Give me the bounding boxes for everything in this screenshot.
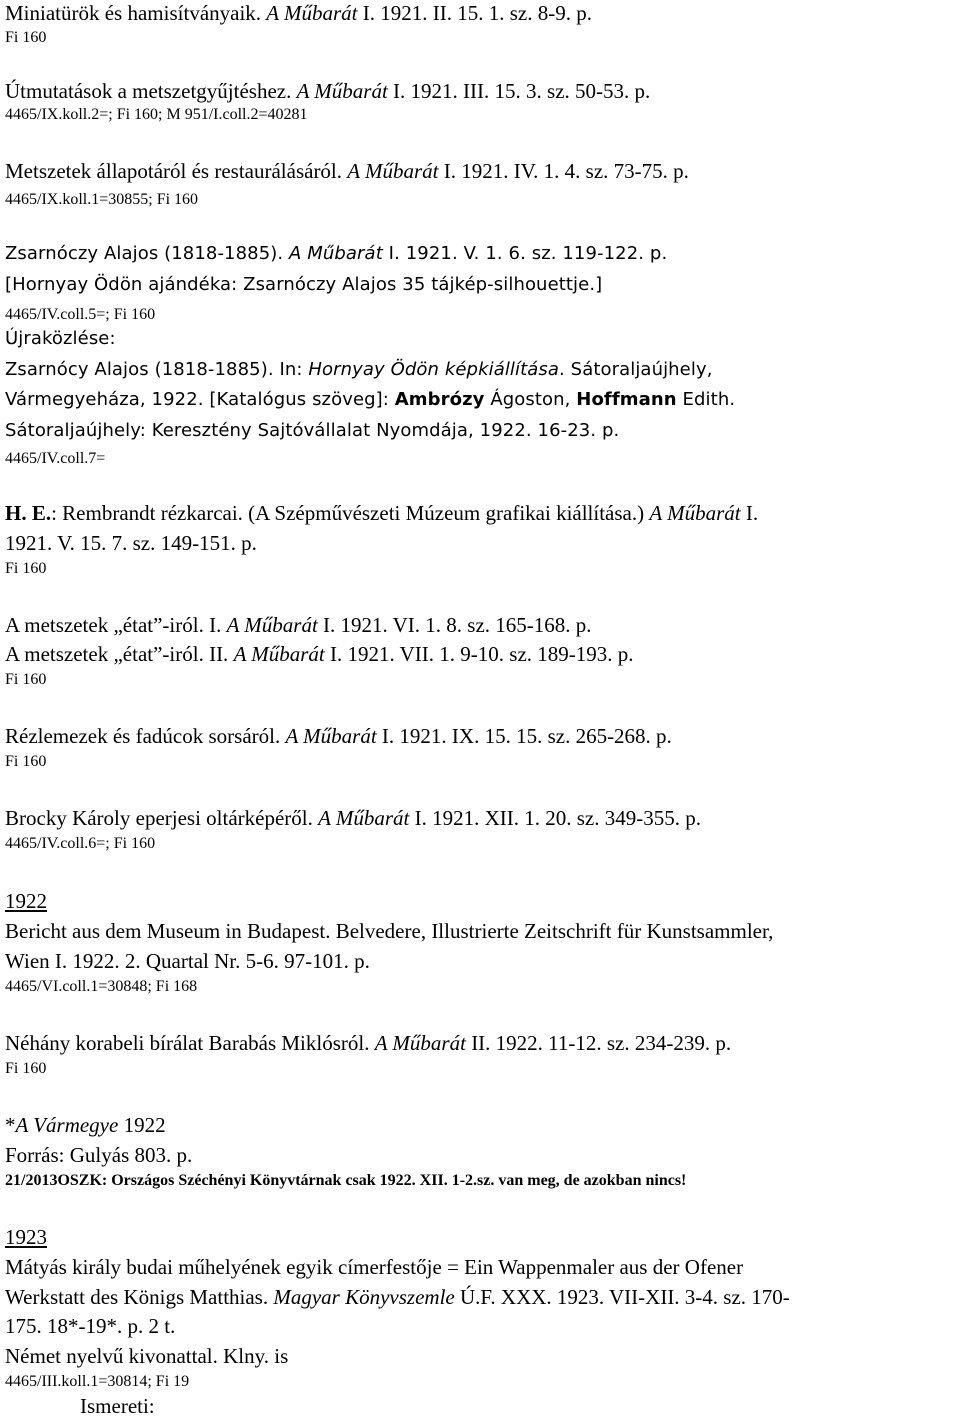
text-line — [5, 1284, 790, 1310]
text-line — [5, 78, 650, 104]
text-segment: : Rembrandt rézkarcai. (A Szépművészeti Múzeum grafikai kiállítása.) — [51, 501, 650, 525]
text-segment: . Sátoraljaújhely, — [559, 359, 713, 380]
text-segment: I. 1921. V. 1. 6. sz. 119-122. p. — [382, 243, 668, 264]
text-line — [5, 888, 47, 914]
text-segment: Wien I. 1922. 2. Quartal Nr. 5-6. 97-101. p. — [5, 949, 370, 973]
text-segment: I. — [740, 501, 759, 525]
text-segment: Ismereti: — [80, 1394, 155, 1418]
text-segment: Hornyay Ödön képkiállítása — [308, 359, 560, 380]
text-segment: A Műbarát — [296, 79, 388, 103]
text-segment: A metszetek „état”-iról. I. — [5, 613, 227, 637]
text-line — [5, 1059, 46, 1079]
text-segment: 4465/III.koll.1=30814; Fi 19 — [5, 1373, 190, 1390]
text-line — [5, 1224, 47, 1250]
text-segment: II. 1922. 11-12. sz. 234-239. p. — [465, 1031, 732, 1055]
text-line — [5, 670, 46, 690]
text-line — [5, 357, 713, 383]
text-segment: 4465/IX.koll.1=30855; Fi 160 — [5, 191, 199, 208]
text-segment: A Műbarát — [318, 806, 410, 830]
text-segment: Miniatürök és hamisítványaik. — [5, 1, 267, 25]
text-line — [5, 0, 592, 26]
text-line — [5, 918, 773, 944]
text-segment: A Műbarát — [347, 159, 439, 183]
text-line — [5, 752, 46, 772]
text-segment: Ágoston, — [484, 389, 577, 410]
text-segment: A Vármegye — [15, 1113, 119, 1137]
text-segment: A Műbarát — [226, 613, 318, 637]
text-line — [5, 305, 155, 325]
text-segment: 1921. V. 15. 7. sz. 149-151. p. — [5, 531, 257, 555]
text-line — [5, 530, 257, 556]
text-line — [5, 805, 701, 831]
text-line — [5, 272, 602, 298]
text-segment: H. E. — [5, 501, 52, 525]
text-segment: Brocky Károly eperjesi oltárképéről. — [5, 806, 319, 830]
text-segment: Fi 160 — [5, 671, 47, 688]
text-segment: [Hornyay Ödön ajándéka: Zsarnóczy Alajos 35 tájkép-silhouettje.] — [5, 274, 603, 295]
text-segment: Német nyelvű kivonattal. Klny. is — [5, 1344, 289, 1368]
text-segment: Mátyás király budai műhelyének egyik címerfestője = Ein Wappenmaler aus der Ofener — [5, 1255, 744, 1279]
text-segment: I. 1921. VI. 1. 8. sz. 165-168. p. — [317, 613, 592, 637]
text-segment: I. 1921. IX. 15. 15. sz. 265-268. p. — [376, 724, 672, 748]
text-line — [5, 1030, 731, 1056]
text-segment: Újraközlése: — [5, 328, 116, 349]
text-segment: 1923 — [5, 1225, 47, 1249]
text-segment: Ú.F. XXX. 1923. VII-XII. 3-4. sz. 170- — [454, 1285, 790, 1309]
text-segment: Fi 160 — [5, 29, 47, 46]
text-line — [5, 612, 592, 638]
text-line — [5, 241, 667, 267]
text-line — [5, 1171, 686, 1191]
text-segment: I. 1921. IV. 1. 4. sz. 73-75. p. — [438, 159, 689, 183]
text-line — [5, 1313, 175, 1339]
text-segment: I. 1921. II. 15. 1. sz. 8-9. p. — [357, 1, 592, 25]
text-line — [5, 1254, 743, 1280]
text-segment: Fi 160 — [5, 753, 47, 770]
text-line — [5, 948, 370, 974]
text-segment: I. 1921. XII. 1. 20. sz. 349-355. p. — [409, 806, 701, 830]
text-segment: Rézlemezek és fadúcok sorsáról. — [5, 724, 286, 748]
text-line — [5, 449, 105, 469]
text-line — [80, 1393, 155, 1419]
text-segment: 1922 — [5, 889, 47, 913]
text-segment: 175. 18*-19*. p. 2 t. — [5, 1314, 176, 1338]
text-segment: * — [5, 1113, 16, 1137]
text-segment: 4465/VI.coll.1=30848; Fi 168 — [5, 978, 198, 995]
text-segment: 4465/IV.coll.7= — [5, 450, 106, 467]
text-segment: A Műbarát — [266, 1, 358, 25]
text-line — [5, 641, 634, 667]
text-line — [5, 158, 689, 184]
text-segment: I. 1921. III. 15. 3. sz. 50-53. p. — [387, 79, 651, 103]
text-line — [5, 1112, 166, 1138]
text-segment: A Műbarát — [289, 243, 383, 264]
text-segment: Fi 160 — [5, 1060, 47, 1077]
text-line — [5, 1372, 189, 1392]
text-segment: Útmutatások a metszetgyűjtéshez. — [5, 79, 297, 103]
text-line — [5, 559, 46, 579]
text-segment: 4465/IV.coll.5=; Fi 160 — [5, 306, 156, 323]
text-line — [5, 1142, 192, 1168]
text-line — [5, 105, 308, 125]
text-segment: 4465/IX.koll.2=; Fi 160; M 951/I.coll.2=40281 — [5, 106, 308, 123]
text-segment: Bericht aus dem Museum in Budapest. Belvedere, Illustrierte Zeitschrift für Kunstsammler, — [5, 919, 774, 943]
text-segment: Hoffmann — [576, 389, 677, 410]
text-segment: A Műbarát — [285, 724, 377, 748]
text-segment: 1922 — [118, 1113, 166, 1137]
text-line — [5, 190, 198, 210]
text-segment: A Műbarát — [233, 642, 325, 666]
text-segment: Metszetek állapotáról és restaurálásáról. — [5, 159, 348, 183]
text-segment: 21/2013OSZK: Országos Széchényi Könyvtárnak csak 1922. XII. 1-2.sz. van meg, de azokban nincs! — [5, 1172, 687, 1189]
text-segment: A metszetek „état”-iról. II. — [5, 642, 234, 666]
text-line — [5, 1343, 288, 1369]
text-line — [5, 834, 155, 854]
text-segment: Werkstatt des Königs Matthias. — [5, 1285, 274, 1309]
text-segment: Sátoraljaújhely: Keresztény Sajtóvállalat Nyomdája, 1922. 16-23. p. — [5, 420, 620, 441]
text-line — [5, 28, 46, 48]
text-line — [5, 723, 672, 749]
text-segment: Edith. — [676, 389, 736, 410]
text-segment: Zsarnócy Alajos (1818-1885). In: — [5, 359, 309, 380]
text-segment: Forrás: Gulyás 803. p. — [5, 1143, 193, 1167]
text-segment: I. 1921. VII. 1. 9-10. sz. 189-193. p. — [324, 642, 634, 666]
text-line — [5, 326, 116, 352]
text-segment: A Műbarát — [374, 1031, 466, 1055]
text-line — [5, 500, 758, 526]
text-segment: Fi 160 — [5, 560, 47, 577]
text-line — [5, 387, 735, 413]
text-segment: Zsarnóczy Alajos (1818-1885). — [5, 243, 290, 264]
text-segment: Ambrózy — [394, 389, 485, 410]
text-segment: A Műbarát — [649, 501, 741, 525]
text-segment: Vármegyeháza, 1922. [Katalógus szöveg]: — [5, 389, 395, 410]
text-line — [5, 977, 197, 997]
text-segment: Néhány korabeli bírálat Barabás Miklósról. — [5, 1031, 375, 1055]
text-segment: 4465/IV.coll.6=; Fi 160 — [5, 835, 156, 852]
text-segment: Magyar Könyvszemle — [273, 1285, 455, 1309]
text-line — [5, 418, 619, 444]
